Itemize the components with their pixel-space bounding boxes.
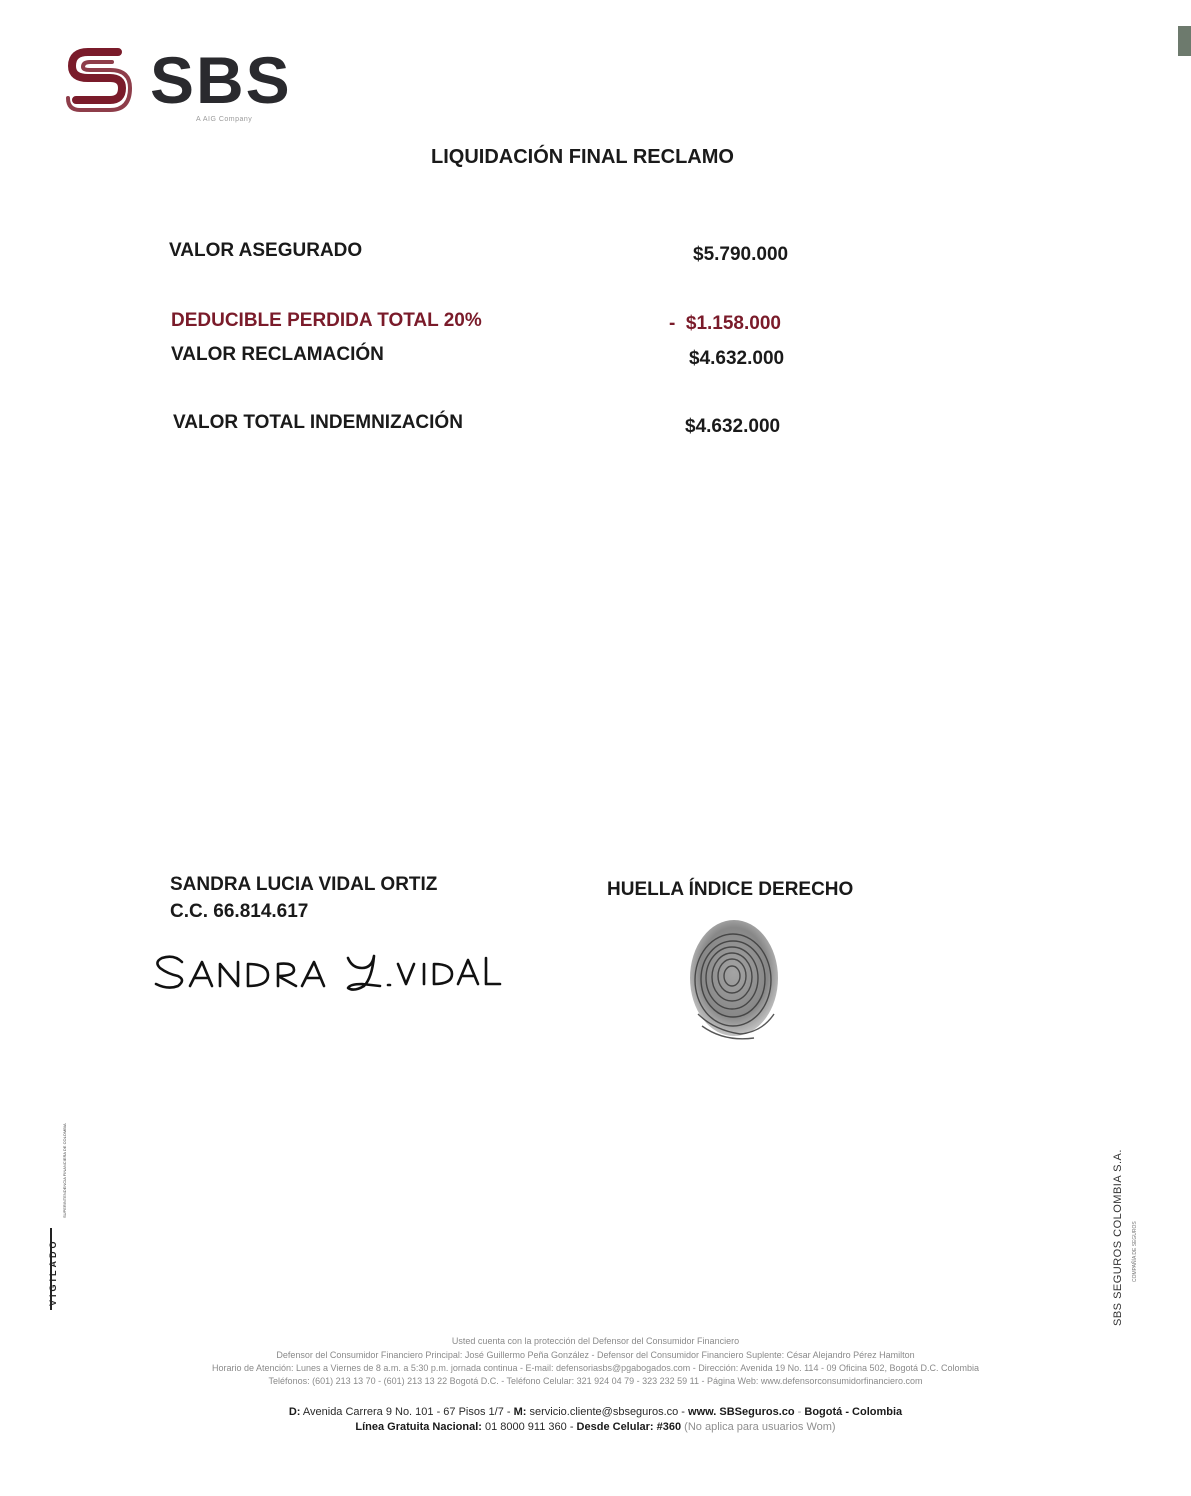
city-text: Bogotá - Colombia (804, 1406, 903, 1418)
total-indemnity-label: VALOR TOTAL INDEMNIZACIÓN (173, 412, 463, 433)
email-label: M: (513, 1406, 527, 1418)
vigilado-text: VIGILADO (48, 1238, 58, 1306)
footer-line-1: Usted cuenta con la protección del Defensor del Consumidor Financiero (451, 1336, 740, 1346)
total-indemnity-value: $4.632.000 (685, 416, 781, 437)
footer-line-3: Horario de Atención: Lunes a Viernes de 8 a.m. a 5:30 p.m. jornada continua - E-mail: defensoriasbs@pgabogados.com - Dirección: Avenida 19 No. 114 - 09 Oficina 502, Bogotá D.C. Colombia (211, 1363, 980, 1373)
address-label: D: (288, 1406, 301, 1418)
signatory-id: C.C. 66.814.617 (170, 901, 309, 922)
sbs-logo-wordmark: SBS (150, 43, 292, 117)
handwritten-signature (152, 948, 512, 998)
fingerprint-image (684, 918, 784, 1050)
fingerprint-label: HUELLA ÍNDICE DERECHO (607, 879, 854, 900)
sbs-logo-icon (62, 40, 136, 114)
email-link[interactable]: servicio.cliente@sbseguros.co - (529, 1406, 685, 1418)
footer-phone-line: Línea Gratuita Nacional: 01 8000 911 360 - Desde Celular: #360 (No aplica para usuarios Wom) (355, 1421, 836, 1433)
superintendencia-text: SUPERINTENDENCIA FINANCIERA DE COLOMBIA (62, 1123, 67, 1218)
side-company-sub: COMPAÑÍA DE SEGUROS (1132, 1221, 1138, 1282)
claim-value-label: VALOR RECLAMACIÓN (171, 344, 384, 365)
cellphone-label: Desde Celular: #360 (576, 1421, 682, 1433)
national-line-label: Línea Gratuita Nacional: (355, 1421, 482, 1433)
sbs-logo (62, 40, 302, 130)
claim-value: $4.632.000 (689, 348, 785, 369)
footer-line-4: Teléfonos: (601) 213 13 70 - (601) 213 13 22 Bogotá D.C. - Teléfono Celular: 321 924 04 79 - 323 232 59 11 - Página Web: www.defensorconsumidorfinanciero.com (268, 1376, 923, 1386)
insured-value-label: VALOR ASEGURADO (169, 240, 363, 261)
vigilado-stamp (46, 1110, 70, 1310)
document-title: LIQUIDACIÓN FINAL RECLAMO (431, 146, 734, 168)
deductible-value: - $1.158.000 (669, 313, 781, 334)
scan-edge-mark (1178, 26, 1191, 56)
side-company-name: SBS SEGUROS COLOMBIA S.A. (1112, 1149, 1124, 1326)
footer-line-2: Defensor del Consumidor Financiero Principal: José Guillermo Peña González - Defensor del Consumidor Financiero Suplente: César Alejandro Pérez Hamilton (276, 1350, 915, 1360)
footer-address-line: D: Avenida Carrera 9 No. 101 - 67 Pisos 1/7 - M: servicio.cliente@sbseguros.co - www. SBSeguros.co - Bogotá - Colombia (288, 1406, 903, 1418)
signatory-name: SANDRA LUCIA VIDAL ORTIZ (170, 874, 438, 895)
insured-value: $5.790.000 (693, 244, 789, 265)
deductible-label: DEDUCIBLE PERDIDA TOTAL 20% (171, 310, 482, 331)
cellphone-note: (No aplica para usuarios Wom) (684, 1421, 836, 1433)
address-text: Avenida Carrera 9 No. 101 - 67 Pisos 1/7 - (302, 1406, 511, 1418)
sbs-logo-tagline: A AIG Company (196, 116, 253, 123)
national-line-number: 01 8000 911 360 (484, 1421, 567, 1433)
website-link[interactable]: www. SBSeguros.co (688, 1406, 795, 1418)
